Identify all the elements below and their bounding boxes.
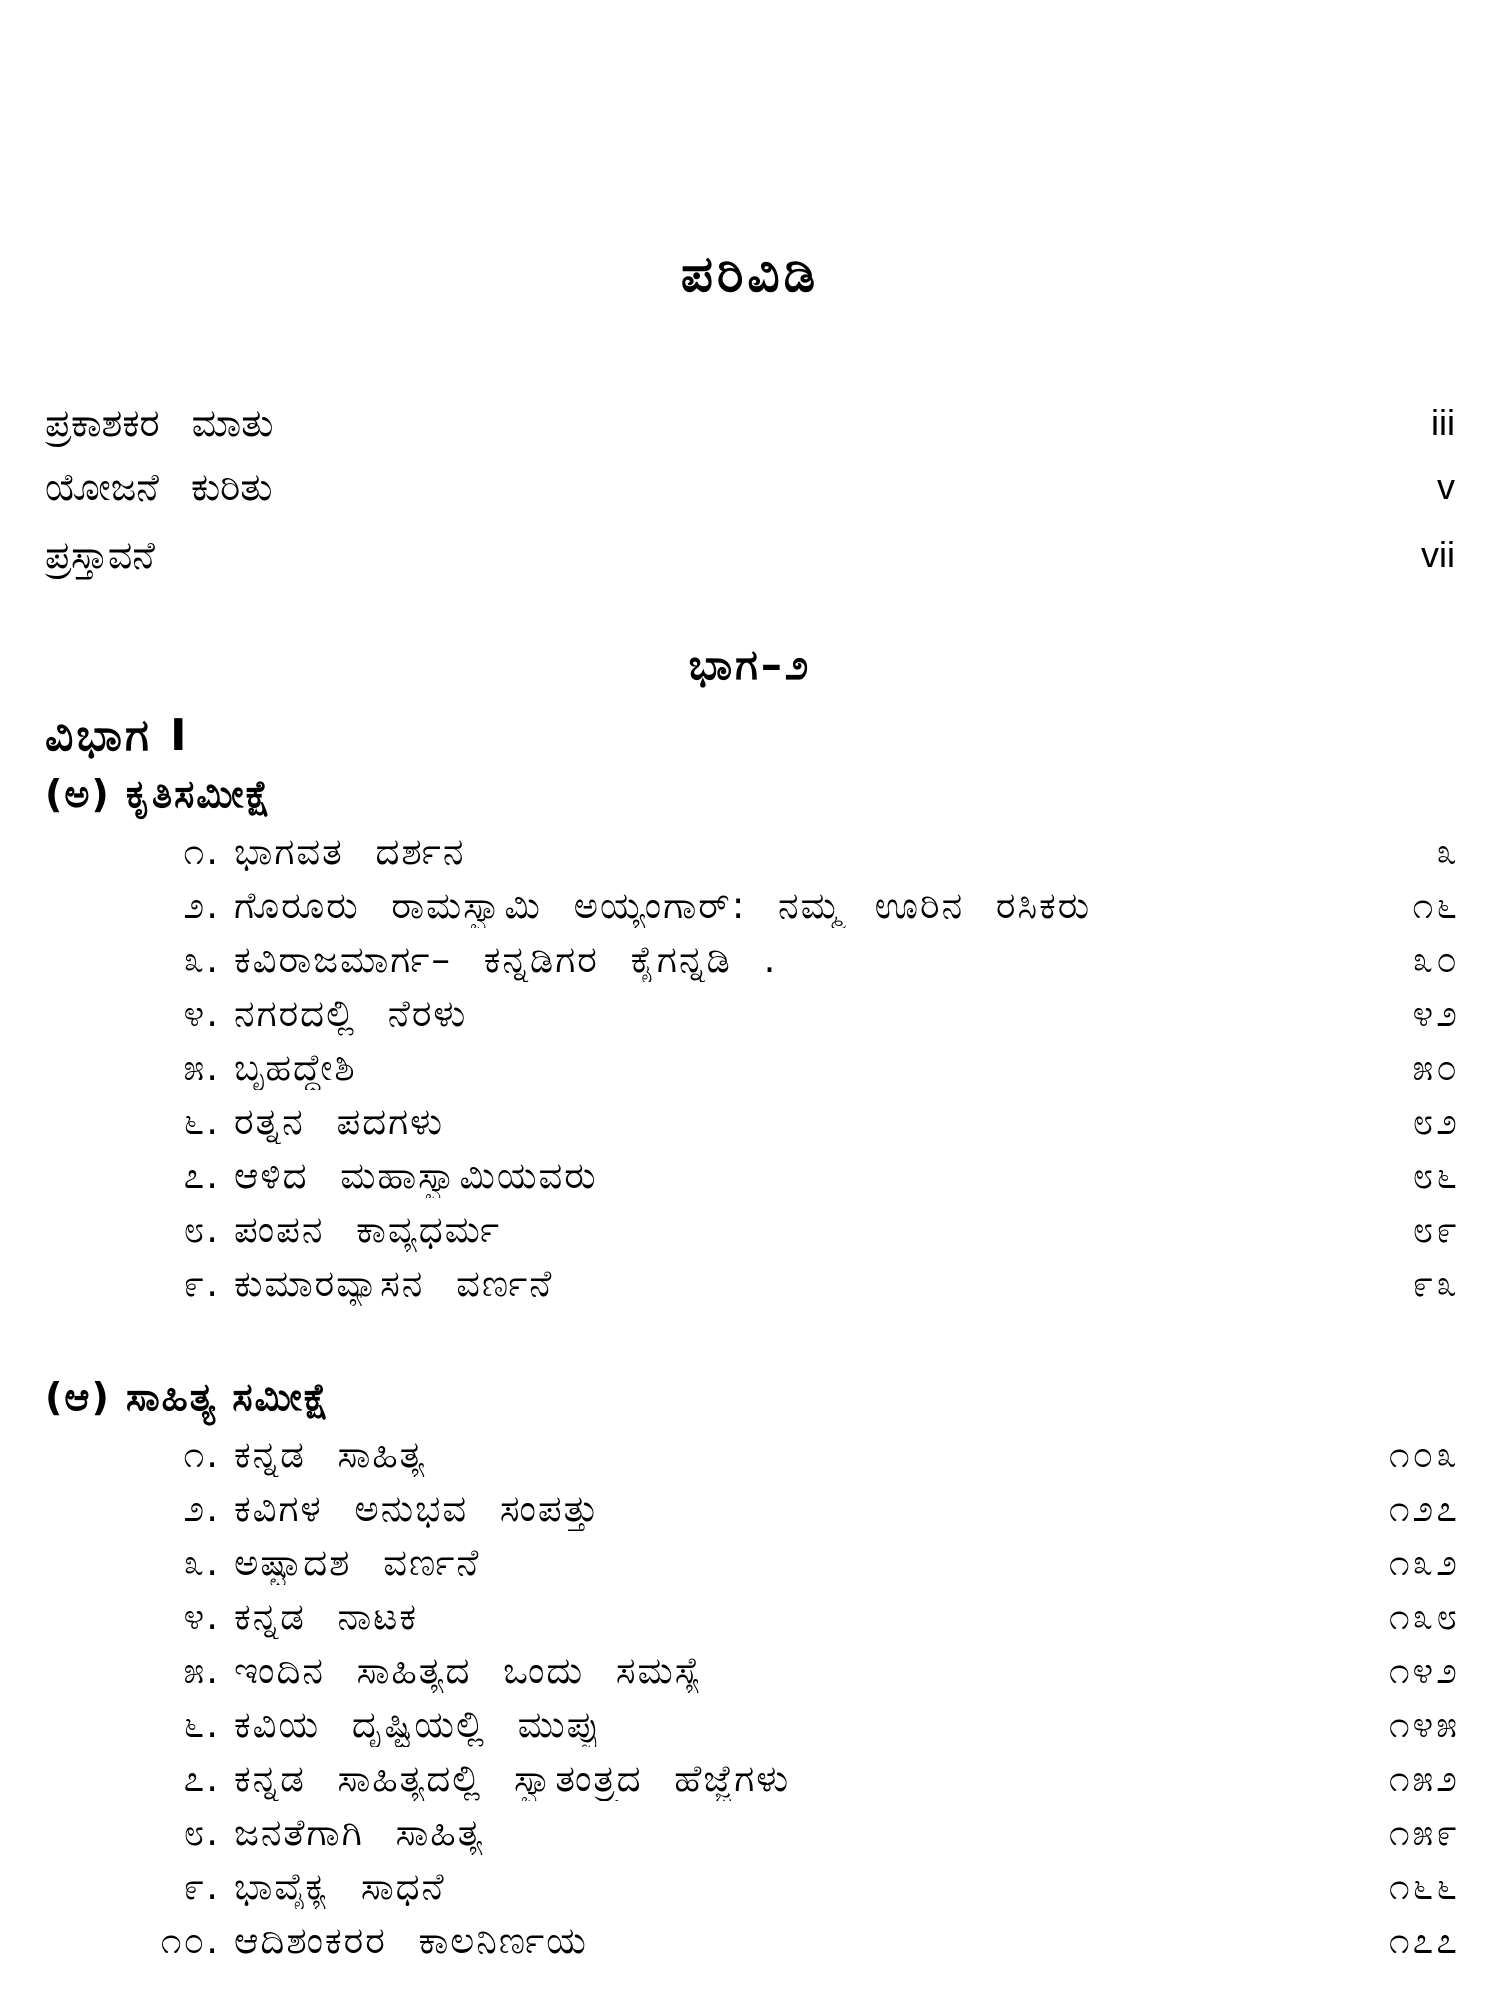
entry-page: ೪೨ (1412, 992, 1460, 1035)
toc-entry[interactable] (120, 1860, 1460, 1914)
toc-entry[interactable] (120, 1752, 1460, 1806)
toc-entry[interactable] (120, 1149, 1460, 1203)
entry-page: ೯೩ (1412, 1262, 1460, 1305)
page-title: ಪರಿವಿಡಿ (680, 245, 820, 303)
entry-page: ೧೨೭ (1388, 1487, 1460, 1530)
entry-page: ೧೬೬ (1388, 1865, 1460, 1908)
entry-title: ಕನ್ನಡ ನಾಟಕ (234, 1595, 418, 1638)
entry-page: ೧೫೨ (1388, 1757, 1460, 1800)
front-matter-page: vii (1421, 534, 1455, 575)
section-b-list (120, 1428, 1460, 1968)
entry-title: ಕವಿರಾಜಮಾರ್ಗ– ಕನ್ನಡಿಗರ ಕೈಗನ್ನಡಿ . (234, 938, 778, 981)
toc-entry[interactable] (120, 879, 1460, 933)
entry-number: ೩. (183, 938, 220, 981)
entry-number: ೬. (183, 1703, 220, 1746)
front-matter-title: ಯೋಜನೆ ಕುರಿತು (45, 464, 273, 509)
entry-title: ನಗರದಲ್ಲಿ ನೆರಳು (234, 992, 468, 1035)
entry-page: ೫೦ (1412, 1046, 1460, 1089)
toc-entry[interactable] (120, 1482, 1460, 1536)
toc-entry[interactable] (120, 987, 1460, 1041)
toc-entry[interactable] (120, 933, 1460, 987)
entry-number: ೨. (183, 1487, 220, 1530)
entry-page: ೮೨ (1412, 1100, 1460, 1143)
toc-entry[interactable] (120, 1428, 1460, 1482)
toc-entry[interactable] (120, 1041, 1460, 1095)
front-matter-item[interactable] (45, 525, 1455, 585)
toc-entry[interactable] (120, 1698, 1460, 1752)
entry-title: ಪಂಪನ ಕಾವ್ಯಧರ್ಮ (234, 1208, 501, 1251)
toc-entry[interactable] (120, 1257, 1460, 1311)
section-heading-a: (ಅ) ಕೃತಿಸಮೀಕ್ಷೆ (45, 772, 273, 816)
part-heading: ಭಾಗ–೨ (688, 640, 812, 689)
section-heading-b: (ಆ) ಸಾಹಿತ್ಯ ಸಮೀಕ್ಷೆ (45, 1375, 331, 1419)
entry-number: ೪. (183, 1595, 220, 1638)
entry-title: ಜನತೆಗಾಗಿ ಸಾಹಿತ್ಯ (234, 1811, 485, 1854)
entry-title: ಇಂದಿನ ಸಾಹಿತ್ಯದ ಒಂದು ಸಮಸ್ಯೆ (234, 1649, 703, 1692)
entry-page: ೧೪೨ (1388, 1649, 1460, 1692)
entry-page: ೧೬ (1412, 884, 1460, 927)
entry-page: ೧೭೭ (1388, 1919, 1460, 1962)
entry-number: ೮. (183, 1811, 220, 1854)
entry-page: ೧೪೫ (1388, 1703, 1460, 1746)
front-matter-item[interactable] (45, 393, 1455, 453)
entry-title: ಕನ್ನಡ ಸಾಹಿತ್ಯದಲ್ಲಿ ಸ್ವಾತಂತ್ರ್ಯದ ಹೆಜ್ಜೆಗಳು (234, 1757, 791, 1800)
entry-number: ೩. (183, 1541, 220, 1584)
entry-page: ೧೩೨ (1388, 1541, 1460, 1584)
entry-number: ೫. (183, 1046, 220, 1089)
toc-entry[interactable] (120, 1806, 1460, 1860)
entry-title: ರತ್ನನ ಪದಗಳು (234, 1100, 445, 1143)
entry-number: ೪. (183, 992, 220, 1035)
front-matter-page: v (1437, 466, 1455, 507)
entry-number: ೭. (183, 1154, 220, 1197)
entry-number: ೮. (183, 1208, 220, 1251)
entry-page: ೩ (1436, 830, 1460, 873)
entry-page: ೮೯ (1412, 1208, 1460, 1251)
entry-number: ೯. (183, 1865, 220, 1908)
entry-title: ಭಾಗವತ ದರ್ಶನ (234, 830, 466, 873)
front-matter-title: ಪ್ರಸ್ತಾವನೆ (45, 532, 155, 577)
entry-title: ಕವಿಯ ದೃಷ್ಟಿಯಲ್ಲಿ ಮುಪ್ಪು (234, 1703, 602, 1746)
toc-entry[interactable] (120, 1914, 1460, 1968)
entry-number: ೧. (183, 1433, 220, 1476)
section-a-list (120, 825, 1460, 1311)
entry-number: ೬. (183, 1100, 220, 1143)
entry-number: ೧. (183, 830, 220, 873)
entry-number: ೨. (183, 884, 220, 927)
entry-title: ಕನ್ನಡ ಸಾಹಿತ್ಯ (234, 1433, 427, 1476)
toc-entry[interactable] (120, 825, 1460, 879)
entry-title: ಅಷ್ಟಾದಶ ವರ್ಣನೆ (234, 1541, 481, 1584)
entry-page: ೩೦ (1412, 938, 1460, 981)
entry-page: ೧೦೩ (1388, 1433, 1460, 1476)
entry-page: ೧೩೮ (1388, 1595, 1460, 1638)
toc-entry[interactable] (120, 1536, 1460, 1590)
entry-title: ಬೃಹದ್ದೇಶಿ (234, 1046, 357, 1089)
entry-title: ಭಾವೈಕ್ಯ ಸಾಧನೆ (234, 1865, 446, 1908)
entry-number: ೯. (183, 1262, 220, 1305)
front-matter-item[interactable] (45, 457, 1455, 517)
entry-title: ಕುಮಾರವ್ಯಾಸನ ವರ್ಣನೆ (234, 1262, 554, 1305)
toc-entry[interactable] (120, 1590, 1460, 1644)
toc-entry[interactable] (120, 1095, 1460, 1149)
entry-number: ೧೦. (160, 1919, 220, 1962)
entry-title: ಕವಿಗಳ ಅನುಭವ ಸಂಪತ್ತು (234, 1487, 601, 1530)
entry-title: ಆಳಿದ ಮಹಾಸ್ವಾಮಿಯವರು (234, 1154, 598, 1197)
entry-page: ೧೫೯ (1388, 1811, 1460, 1854)
entry-title: ಗೊರೂರು ರಾಮಸ್ವಾಮಿ ಅಯ್ಯಂಗಾರ್: ನಮ್ಮ ಊರಿನ ರಸಿಕರು (234, 884, 1092, 927)
toc-entry[interactable] (120, 1644, 1460, 1698)
entry-number: ೭. (183, 1757, 220, 1800)
front-matter-page: iii (1431, 402, 1455, 443)
entry-title: ಆದಿಶಂಕರರ ಕಾಲನಿರ್ಣಯ (234, 1919, 588, 1962)
entry-number: ೫. (183, 1649, 220, 1692)
division-heading: ವಿಭಾಗ I (45, 710, 190, 761)
toc-entry[interactable] (120, 1203, 1460, 1257)
entry-page: ೮೬ (1412, 1154, 1460, 1197)
front-matter-title: ಪ್ರಕಾಶಕರ ಮಾತು (45, 400, 274, 445)
